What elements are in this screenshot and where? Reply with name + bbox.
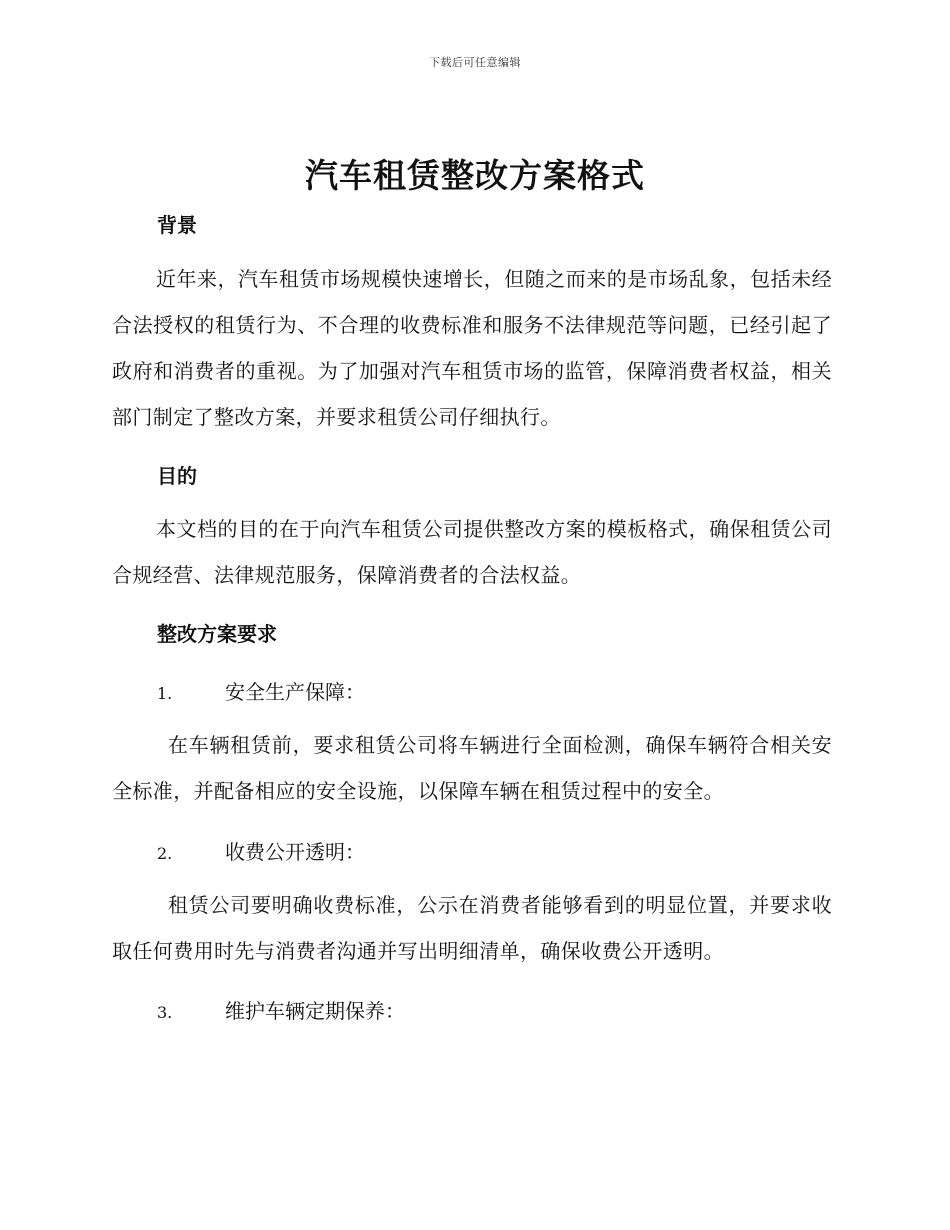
list-item-2: [157, 836, 365, 865]
list-item-1-paragraph: 在车辆租赁前，要求租赁公司将车辆进行全面检测，确保车辆符合相关安全标准，并配备相应的安全设施，以保障车辆在租赁过程中的安全。: [112, 733, 832, 803]
background-paragraph: 近年来，汽车租赁市场规模快速增长，但随之而来的是市场乱象，包括未经合法授权的租赁行为、不合理的收费标准和服务不法律规范等问题，已经引起了政府和消费者的重视。为了加强对汽车租赁市场的监管，保障消费者权益，相关部门制定了整改方案，并要求租赁公司仔细执行。: [112, 267, 832, 429]
list-number-3: 3.: [157, 1003, 173, 1022]
section-heading-background: 背景: [157, 213, 197, 237]
section-heading-purpose: 目的: [157, 464, 197, 488]
list-item-3: [157, 995, 405, 1024]
purpose-paragraph: 本文档的目的在于向汽车租赁公司提供整改方案的模板格式，确保租赁公司合规经营、法律规范服务，保障消费者的合法权益。: [112, 517, 832, 587]
list-label-3: 维护车辆定期保养：: [225, 999, 405, 1023]
list-item-1: [157, 676, 365, 705]
list-item-2-paragraph: 租赁公司要明确收费标准，公示在消费者能够看到的明显位置，并要求收取任何费用时先与消费者沟通并写出明细清单，确保收费公开透明。: [112, 893, 832, 963]
list-label-1: 安全生产保障：: [225, 680, 365, 704]
list-label-2: 收费公开透明：: [225, 840, 365, 864]
list-number-2: 2.: [157, 844, 173, 863]
header-note: 下载后可任意编辑: [429, 56, 521, 69]
section-heading-requirements: 整改方案要求: [157, 622, 277, 646]
list-number-1: 1.: [157, 684, 173, 703]
document-title: 汽车租赁整改方案格式: [305, 156, 645, 195]
